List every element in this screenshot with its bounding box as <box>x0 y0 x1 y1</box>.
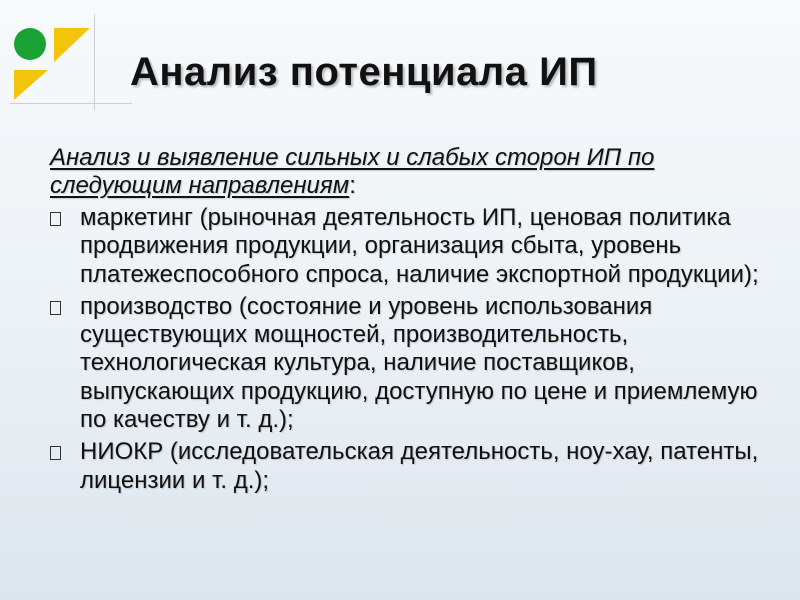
green-circle-shape <box>14 28 46 60</box>
intro-colon: : <box>349 172 356 199</box>
bullet-item-production <box>50 293 780 434</box>
bullet-box-icon <box>50 301 61 315</box>
bullet-box-icon <box>50 446 61 460</box>
bullet-list <box>50 204 780 495</box>
slide-content <box>50 144 780 499</box>
intro-text: Анализ и выявление сильных и слабых сторон ИП по следующим направлениям <box>50 144 655 199</box>
guide-line-horizontal <box>10 103 132 104</box>
slide-template-logo-icon <box>8 22 96 102</box>
bullet-box-icon <box>50 212 61 226</box>
yellow-triangle-bottom-shape <box>14 70 48 100</box>
bullet-text: НИОКР (исследовательская деятельность, ноу-хау, патенты, лицензии и т. д.); <box>80 438 759 494</box>
yellow-triangle-top-shape <box>54 28 90 62</box>
bullet-item-marketing <box>50 204 780 289</box>
bullet-text: производство (состояние и уровень использования существующих мощностей, производительность, технологическая культура, наличие поставщиков, выпускающих продукцию, доступную по цене и приемлемую по качеству и т. д.); <box>80 292 758 434</box>
slide-title: Анализ потенциала ИП <box>130 50 598 94</box>
guide-line-vertical <box>94 14 95 110</box>
bullet-item-rnd <box>50 438 780 495</box>
intro-paragraph <box>50 144 780 200</box>
bullet-text: маркетинг (рыночная деятельность ИП, ценовая политика продвижения продукции, организация сбыта, уровень платежеспособного спроса, наличие экспортной продукции); <box>80 204 759 288</box>
